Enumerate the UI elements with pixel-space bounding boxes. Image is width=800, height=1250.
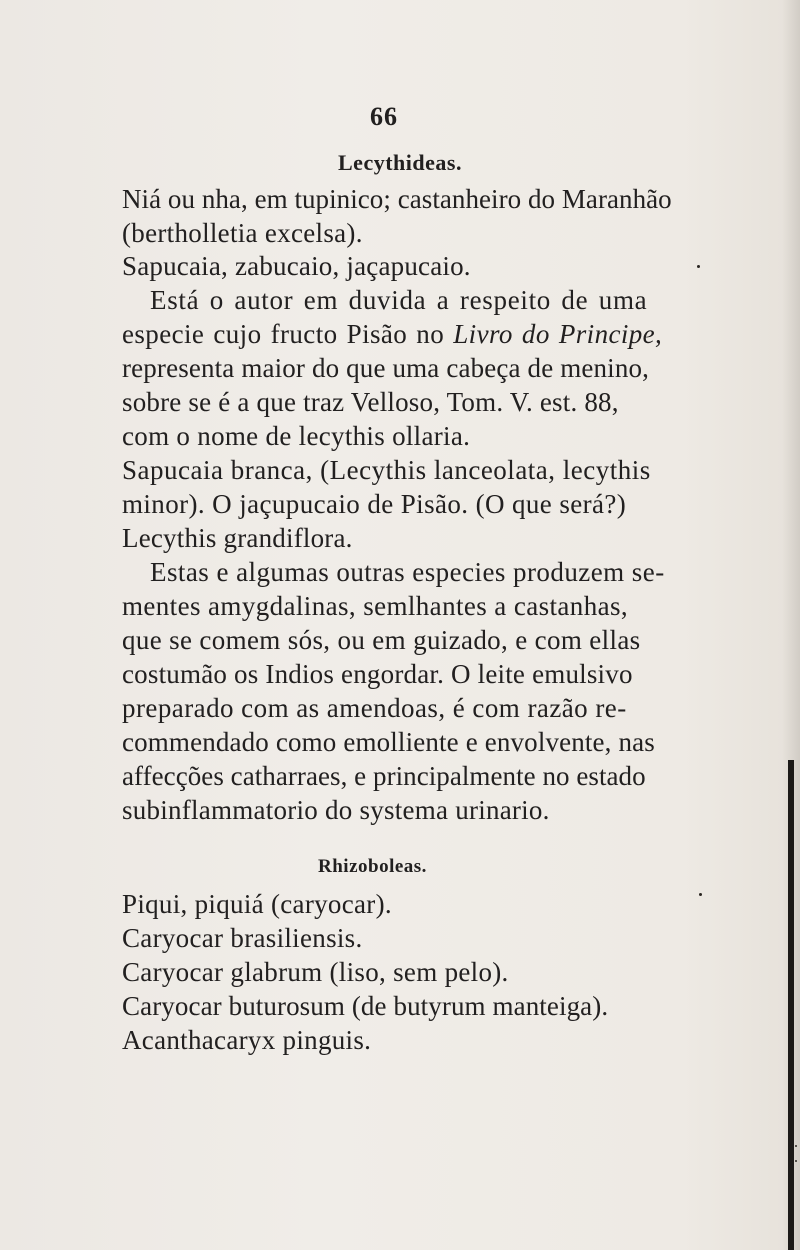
- text-line: Sapucaia, zabucaio, jaçapucaio.: [122, 251, 471, 281]
- text-segment: especie cujo fructo Pisão no: [122, 319, 454, 349]
- text-line: Caryocar glabrum (liso, sem pelo).: [122, 957, 509, 987]
- text-line: costumão os Indios engordar. O leite emulsivo: [122, 659, 633, 689]
- text-line: [122, 321, 662, 348]
- paper-speck: [697, 265, 700, 268]
- section-heading-rhizoboleas: Rhizoboleas.: [318, 856, 427, 877]
- text-line: Niá ou nha, em tupinico; castanheiro do Maranhão: [122, 184, 672, 214]
- text-line: sobre se é a que traz Velloso, Tom. V. est. 88,: [122, 387, 619, 417]
- text-line: Sapucaia branca, (Lecythis lanceolata, lecythis: [122, 455, 651, 485]
- text-line: Está o autor em duvida a respeito de uma: [150, 285, 648, 315]
- text-line: Lecythis grandiflora.: [122, 523, 353, 553]
- text-line: commendado como emolliente e envolvente, nas: [122, 727, 655, 757]
- text-line: minor). O jaçupucaio de Pisão. (O que será?): [122, 489, 627, 519]
- text-line: Caryocar buturosum (de butyrum manteiga).: [122, 991, 609, 1021]
- text-line: representa maior do que uma cabeça de menino,: [122, 353, 650, 383]
- page-number: 66: [370, 102, 398, 131]
- text-line: Piqui, piquiá (caryocar).: [122, 889, 392, 919]
- italic-title: Livro do Principe,: [453, 319, 663, 349]
- section-heading-lecythideas: Lecythideas.: [338, 150, 462, 175]
- text-line: Estas e algumas outras especies produzem se-: [150, 557, 665, 587]
- text-line: que se comem sós, ou em guizado, e com ellas: [122, 625, 641, 655]
- text-line: com o nome de lecythis ollaria.: [122, 421, 471, 451]
- text-line: preparado com as amendoas, é com razão re-: [122, 693, 627, 723]
- text-line: Caryocar brasiliensis.: [122, 923, 363, 953]
- text-line: Acanthacaryx pinguis.: [122, 1025, 372, 1055]
- text-line: subinflammatorio do systema urinario.: [122, 795, 550, 825]
- text-line: mentes amygdalinas, semlhantes a castanhas,: [122, 591, 629, 621]
- paper-speck: [699, 893, 702, 896]
- text-line: affecções catharraes, e principalmente no estado: [122, 761, 646, 791]
- text-line: (bertholletia excelsa).: [122, 218, 363, 248]
- page-edge-line: [788, 760, 794, 1250]
